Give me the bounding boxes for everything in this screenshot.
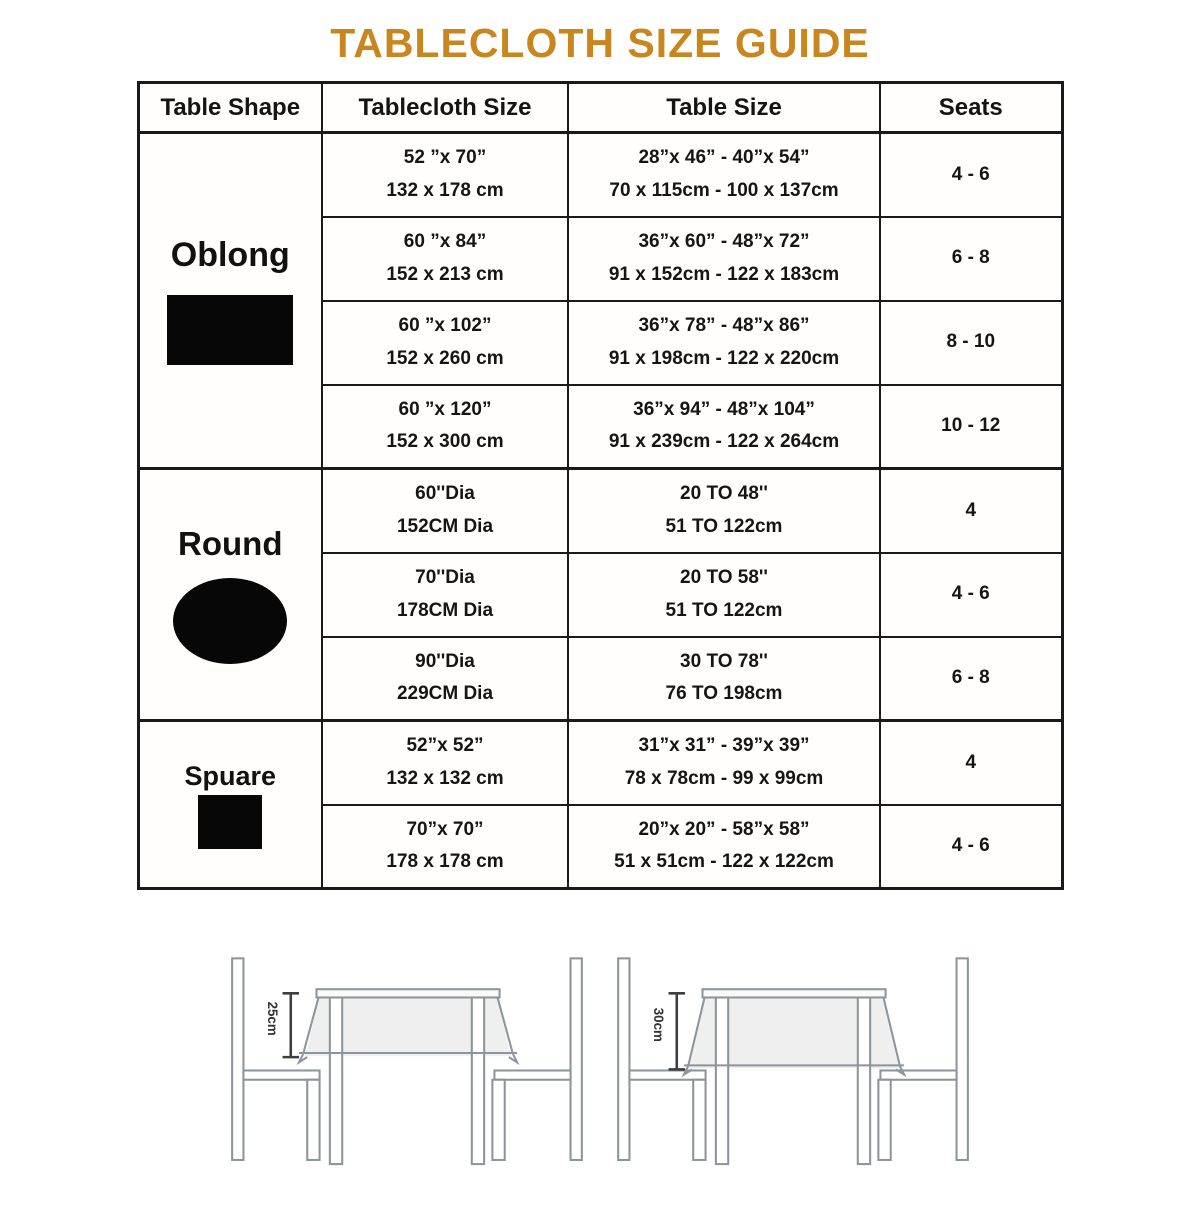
seats-cell: 4 - 6 — [880, 805, 1062, 889]
shape-cell-oblong — [138, 133, 322, 469]
cell-line: 51 x 51cm - 122 x 122cm — [614, 851, 834, 873]
tablecloth-size-cell — [322, 805, 568, 889]
cell-line: 30 TO 78'' — [680, 650, 768, 672]
cell-line: 60''Dia — [415, 483, 475, 505]
seats-cell: 4 - 6 — [880, 133, 1062, 217]
square-icon — [198, 795, 262, 849]
drop-label: 30cm — [651, 1007, 667, 1042]
oblong-rectangle-icon — [167, 295, 293, 365]
tablecloth-size-cell — [322, 133, 568, 217]
cell-line: 20 TO 58'' — [680, 567, 768, 589]
header-seats: Seats — [880, 83, 1062, 133]
table-size-cell — [568, 721, 880, 805]
cell-line: 20”x 20” - 58”x 58” — [638, 818, 810, 840]
shape-cell-square — [138, 721, 322, 889]
tablecloth-size-cell — [322, 217, 568, 301]
seats-cell: 6 - 8 — [880, 637, 1062, 721]
shape-square — [140, 761, 322, 849]
tablecloth-size-guide-page — [0, 20, 1200, 1220]
table-size-cell — [568, 637, 880, 721]
cell-line: 36”x 60” - 48”x 72” — [638, 231, 810, 253]
cell-line: 36”x 94” - 48”x 104” — [633, 398, 815, 420]
cell-line: 90''Dia — [415, 650, 475, 672]
cell-line: 52 ”x 70” — [403, 147, 487, 169]
seats-cell: 4 - 6 — [880, 553, 1062, 637]
header-tablecloth-size: Tablecloth Size — [322, 83, 568, 133]
header-table-shape: Table Shape — [138, 83, 322, 133]
cell-line: 91 x 198cm - 122 x 220cm — [608, 347, 840, 369]
cell-line: 178CM Dia — [396, 599, 494, 621]
cell-line: 20 TO 48'' — [680, 483, 768, 505]
cell-line: 152 x 260 cm — [386, 347, 504, 369]
cell-line: 152 x 300 cm — [386, 431, 504, 453]
cell-line: 60 ”x 120” — [398, 398, 492, 420]
cell-line: 60 ”x 102” — [398, 315, 492, 337]
page-title: TABLECLOTH SIZE GUIDE — [330, 20, 870, 66]
seats-cell: 8 - 10 — [880, 301, 1062, 385]
cell-line: 132 x 132 cm — [386, 767, 504, 789]
shape-label-round: Round — [178, 525, 283, 562]
shape-label-square: Spuare — [184, 760, 277, 791]
cell-line: 132 x 178 cm — [386, 179, 504, 201]
table-size-cell — [568, 217, 880, 301]
seats-cell: 4 — [880, 721, 1062, 805]
tablecloth-size-cell — [322, 301, 568, 385]
shape-round — [140, 525, 322, 664]
cell-line: 36”x 78” - 48”x 86” — [638, 315, 810, 337]
table-size-cell — [568, 133, 880, 217]
table-size-cell — [568, 469, 880, 553]
cell-line: 60 ”x 84” — [403, 231, 487, 253]
cell-line: 31”x 31” - 39”x 39” — [638, 735, 810, 757]
cell-line: 178 x 178 cm — [386, 851, 504, 873]
tablecloth-size-cell — [322, 721, 568, 805]
cell-line: 51 TO 122cm — [665, 515, 783, 537]
seats-cell: 10 - 12 — [880, 385, 1062, 469]
tablecloth-drop-illustration — [227, 950, 587, 1192]
tablecloth-size-cell — [322, 469, 568, 553]
header-table-size: Table Size — [568, 83, 880, 133]
drop-diagrams — [0, 950, 1200, 1192]
table-size-cell — [568, 553, 880, 637]
cell-line: 91 x 239cm - 122 x 264cm — [608, 431, 840, 453]
tablecloth-drop-illustration — [613, 950, 973, 1192]
cell-line: 152CM Dia — [396, 515, 494, 537]
cell-line: 229CM Dia — [396, 683, 494, 705]
shape-oblong — [140, 236, 322, 365]
table-size-cell — [568, 385, 880, 469]
table-diagram-30cm-drop — [613, 950, 973, 1192]
cell-line: 70”x 70” — [406, 818, 484, 840]
size-guide-table — [137, 81, 1064, 890]
table-row — [138, 721, 1062, 805]
drop-measure-arrow — [669, 993, 685, 1069]
cell-line: 51 TO 122cm — [665, 599, 783, 621]
drop-label: 25cm — [265, 1001, 281, 1036]
table-diagram-25cm-drop — [227, 950, 587, 1192]
header-row — [138, 83, 1062, 133]
cell-line: 70''Dia — [415, 567, 475, 589]
cell-line: 152 x 213 cm — [386, 263, 504, 285]
seats-cell: 4 — [880, 469, 1062, 553]
tablecloth-size-cell — [322, 553, 568, 637]
seats-cell: 6 - 8 — [880, 217, 1062, 301]
table-row — [138, 133, 1062, 217]
table-size-cell — [568, 805, 880, 889]
cell-line: 52”x 52” — [406, 735, 484, 757]
cell-line: 28”x 46” - 40”x 54” — [638, 147, 810, 169]
cell-line: 91 x 152cm - 122 x 183cm — [608, 263, 840, 285]
shape-cell-round — [138, 469, 322, 721]
cell-line: 76 TO 198cm — [665, 683, 783, 705]
tablecloth-size-cell — [322, 385, 568, 469]
table-row — [138, 469, 1062, 553]
cell-line: 70 x 115cm - 100 x 137cm — [609, 179, 839, 201]
table-size-cell — [568, 301, 880, 385]
drop-measure-arrow — [283, 993, 299, 1057]
tablecloth-size-cell — [322, 637, 568, 721]
cell-line: 78 x 78cm - 99 x 99cm — [624, 767, 824, 789]
round-ellipse-icon — [173, 578, 287, 664]
shape-label-oblong: Oblong — [170, 236, 290, 274]
